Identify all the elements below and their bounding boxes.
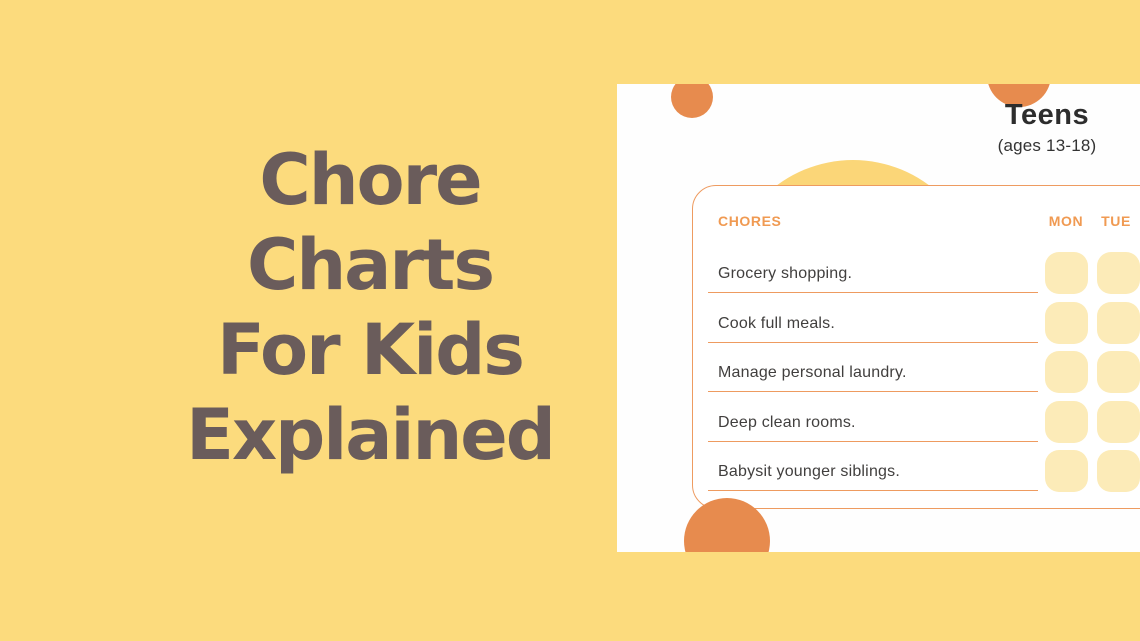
chore-checkbox-mon[interactable] [1045, 401, 1088, 443]
day-column-header-tue: TUE [1101, 213, 1131, 229]
chore-checkbox-mon[interactable] [1045, 450, 1088, 492]
chore-row [693, 293, 1140, 343]
page-title [140, 138, 600, 478]
row-divider [708, 490, 1038, 492]
chore-checkbox-mon[interactable] [1045, 351, 1088, 393]
chore-checkbox-tue[interactable] [1097, 450, 1140, 492]
age-group-header [947, 99, 1140, 156]
chore-label: Deep clean rooms. [718, 414, 856, 431]
chore-label: Grocery shopping. [718, 265, 853, 282]
age-group-subtitle: (ages 13-18) [997, 136, 1097, 155]
age-group-title: Teens [1004, 99, 1090, 131]
chore-checkbox-mon[interactable] [1045, 252, 1088, 294]
chore-chart-card [617, 84, 1140, 552]
chore-label: Manage personal laundry. [718, 364, 907, 381]
chore-row [693, 441, 1140, 491]
day-column-header-mon: MON [1048, 213, 1084, 229]
chore-checkbox-tue[interactable] [1097, 401, 1140, 443]
orange-circle-decoration-top-left [671, 84, 713, 118]
chore-row [693, 392, 1140, 442]
chore-checkbox-tue[interactable] [1097, 302, 1140, 344]
chore-table [692, 185, 1140, 509]
chore-row [693, 243, 1140, 293]
page-title-line: For Kids [217, 309, 523, 391]
chore-row [693, 342, 1140, 392]
page-title-line: Chore [259, 139, 481, 221]
page-title-line: Explained [186, 394, 554, 476]
chore-checkbox-tue[interactable] [1097, 252, 1140, 294]
chore-label: Babysit younger siblings. [718, 463, 900, 480]
chores-column-header: CHORES [718, 213, 782, 229]
page-title-line: Charts [246, 224, 494, 306]
chore-label: Cook full meals. [718, 315, 836, 332]
chore-checkbox-tue[interactable] [1097, 351, 1140, 393]
chore-checkbox-mon[interactable] [1045, 302, 1088, 344]
